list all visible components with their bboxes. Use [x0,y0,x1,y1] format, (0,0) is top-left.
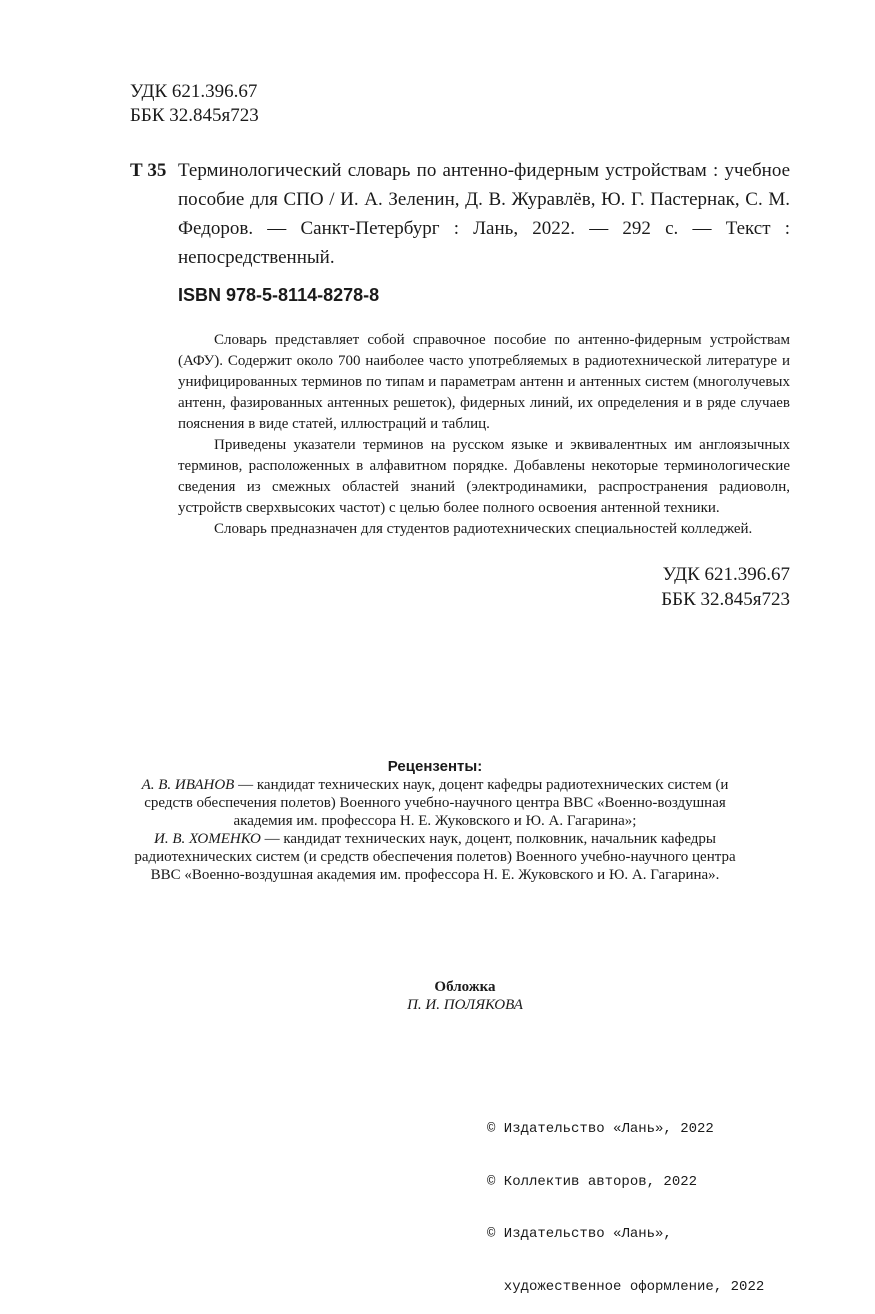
cover-designer: П. И. ПОЛЯКОВА [407,997,523,1013]
copyright-line: © Издательство «Лань», [487,1226,672,1242]
author-sign: Т 35 [130,160,167,181]
bbk-code: ББК 32.845я723 [130,105,259,126]
annotation [178,330,790,540]
annotation-paragraph: Словарь представляет собой справочное пособие по антенно-фидерным устройствам (АФУ). Содержит около 700 наиболее часто употребляемых в радиотехнической литературе и унифицированных терминов по типам и параметрам антенн и антенных систем (многолучевых антенн, фазированных антенных решеток), фидерных линий, их определения и в ряде случаев пояснения в виде статей, иллюстраций и таблиц. [178,332,790,432]
reviewer [130,830,740,884]
reviewers-heading: Рецензенты: [387,758,483,775]
copyright-block [487,1086,807,1314]
reviewer-name: И. В. ХОМЕНКО [154,831,261,847]
annotation-paragraph: Приведены указатели терминов на русском языке и эквивалентных им англоязычных терминов, расположенных в алфавитном порядке. Добавлены некоторые терминологические сведения из смежных областей знаний (электродинамики, распространения радиоволн, устройств сверхвысоких частот) с целью более полного освоения антенной техники. [178,437,790,516]
reviewer [130,776,740,830]
classification-bottom [560,562,790,612]
isbn: ISBN 978-5-8114-8278-8 [178,285,380,305]
bibliographic-entry: Терминологический словарь по антенно-фидерным устройствам : учебное пособие для СПО / И. А. Зеленин, Д. В. Журавлёв, Ю. Г. Пастернак, С. М. Федоров. — Санкт-Петербург : Лань, 2022. — 292 с. — Текст : непосредственный. [178,160,790,268]
reviewer-description: — кандидат технических наук, доцент, полковник, начальник кафедры радиотехнических систем (и средств обеспечения полетов) Военного учебно-научного центра ВВС «Военно-воздушная академия им. профессора Н. Е. Жуковского и Ю. А. Гагарина». [134,831,736,883]
reviewers-block [130,758,740,884]
reviewer-name: А. В. ИВАНОВ [141,777,235,793]
cover-credit [330,978,600,1014]
reviewer-description: — кандидат технических наук, доцент кафедры радиотехнических систем (и средств обеспечения полетов) Военного учебно-научного центра ВВС «Военно-воздушная академия им. профессора Н. Е. Жуковского и Ю. А. Гагарина»; [144,777,729,829]
annotation-paragraph: Словарь предназначен для студентов радиотехнических специальностей колледжей. [214,521,753,537]
udk-code: УДК 621.396.67 [662,564,790,585]
copyright-line: художественное оформление, 2022 [487,1278,765,1295]
udk-code: УДК 621.396.67 [130,81,258,102]
classification-top [130,80,259,128]
cover-heading: Обложка [434,979,496,995]
bbk-code: ББК 32.845я723 [661,589,790,610]
copyright-line: © Издательство «Лань», 2022 [487,1121,714,1137]
copyright-line: © Коллектив авторов, 2022 [487,1173,698,1190]
